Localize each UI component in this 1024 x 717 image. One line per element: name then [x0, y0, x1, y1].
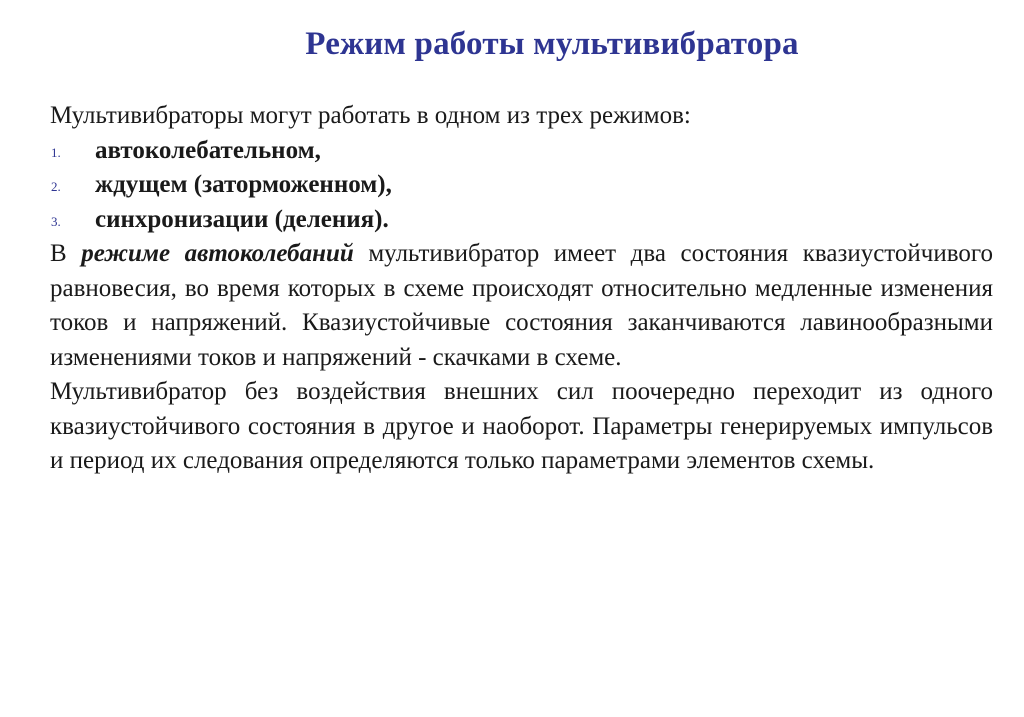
list-number: 3.: [51, 213, 61, 229]
list-item-text: синхронизации (деления).: [95, 205, 389, 233]
list-number: 1.: [51, 144, 61, 160]
list-item: [50, 203, 993, 238]
paragraph-description: Мультивибратор без воздействия внешних сил поочередно переходит из одного квазиустойчивого состояния в другое и наоборот. Параметры генерируемых импульсов и период их следования определяются только параметрами элементов схемы.: [50, 378, 993, 474]
slide-title: Режим работы мультивибратора: [305, 26, 799, 62]
list-number: 2.: [51, 179, 61, 194]
paragraph-self-oscillation: [50, 237, 993, 375]
slide-content: [50, 99, 993, 479]
list-item: [50, 168, 993, 203]
paragraph-body: мультивибратор имеет два состояния квазиустойчивого равновесия, во время которых в схеме происходят относительно медленные изменения токов и напряжений. Квазиустойчивые состояния заканчиваются лавинообразными изменениями токов и напряжений - скачками в схеме.: [50, 240, 993, 371]
modes-list: [50, 134, 993, 238]
emphasized-term: режиме автоколебаний: [81, 240, 354, 267]
list-item-text: автоколебательном,: [95, 136, 321, 164]
list-item: [50, 134, 993, 169]
list-item-text: ждущем (заторможенном),: [95, 171, 392, 198]
intro-text: Мультивибраторы могут работать в одном из трех режимов:: [50, 102, 691, 129]
paragraph-prefix: В: [50, 240, 82, 267]
